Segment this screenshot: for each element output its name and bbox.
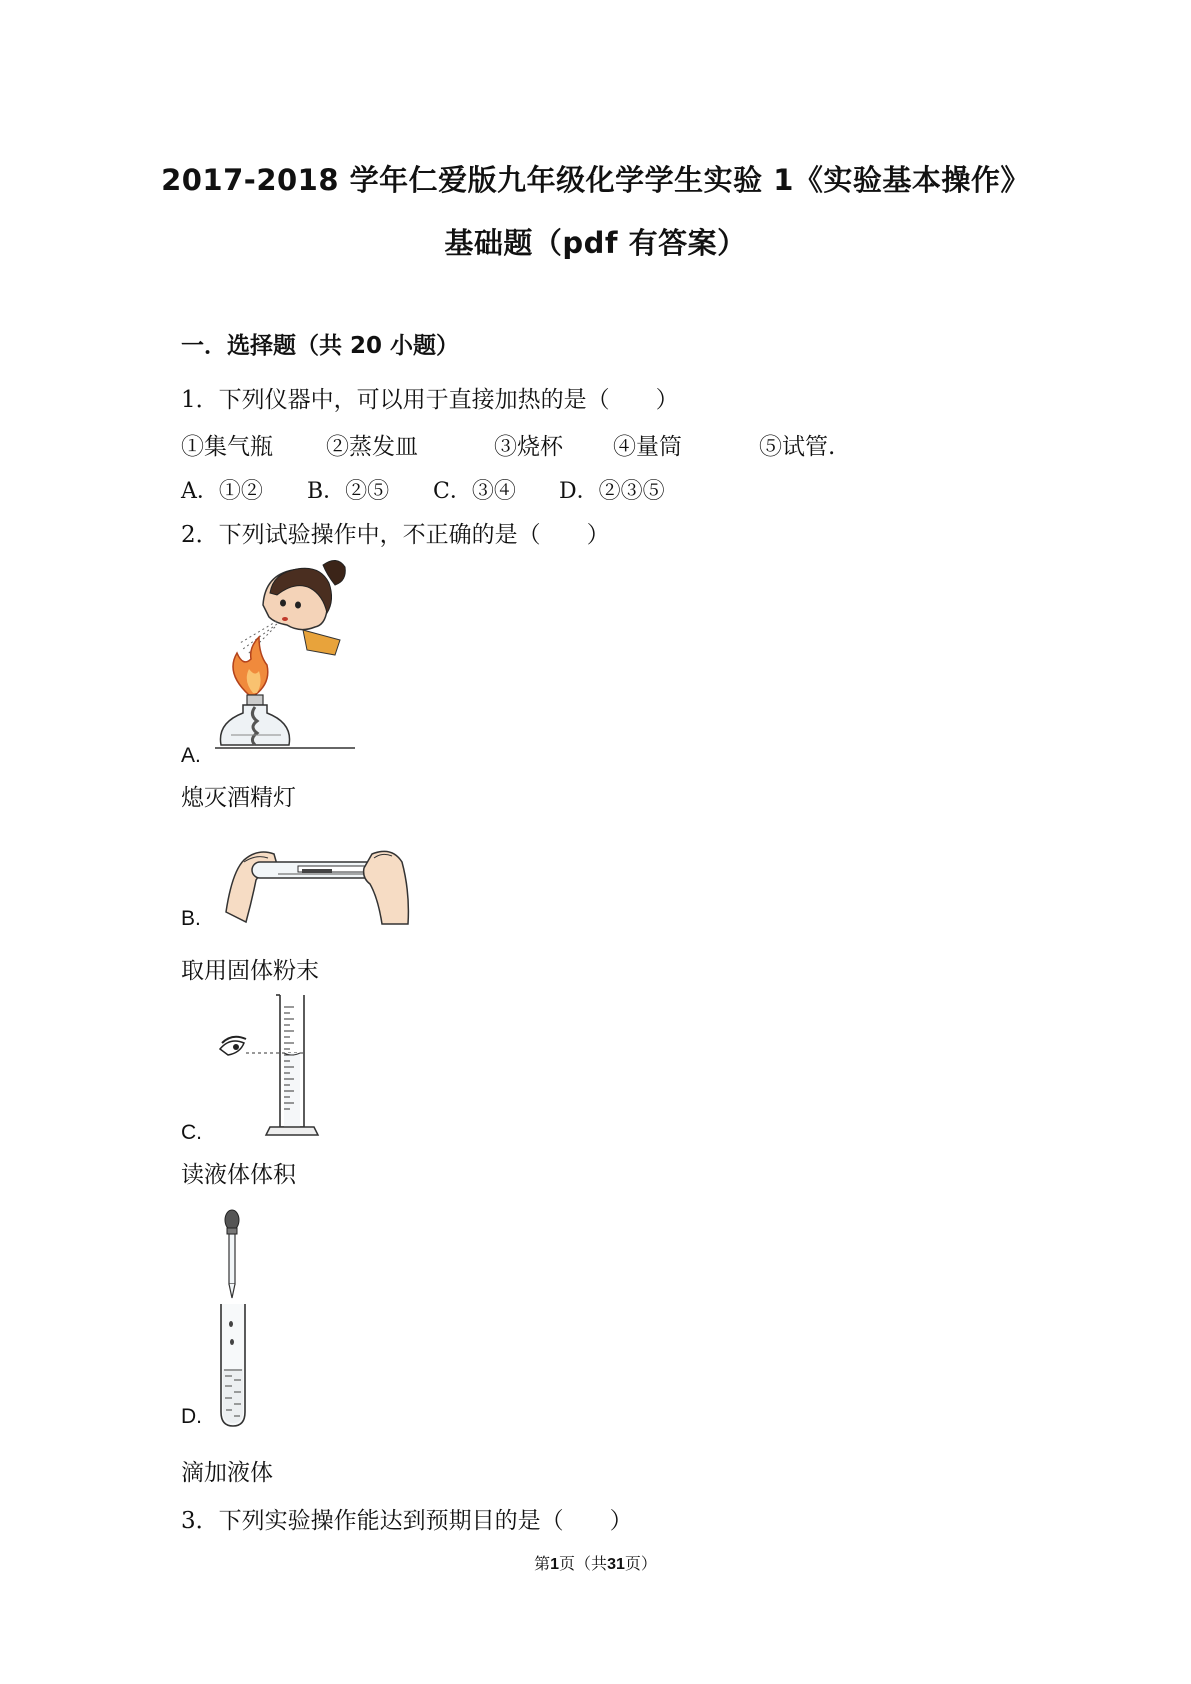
q1-choice-c: C．③④ [433,479,516,504]
q2-option-b-letter: B. [181,907,201,930]
question-3-stem: 3．下列实验操作能达到预期目的是（ ） [181,1508,633,1534]
q1-choice-a: A．①② [181,479,263,504]
q1-choice-b: B．②⑤ [307,479,390,504]
q1-item-1: ①集气瓶 [181,434,273,460]
footer-page-number: 1 [550,1556,560,1573]
alcohol-lamp-blowing-icon [215,555,355,765]
footer-suffix: 页） [624,1554,657,1573]
dropper-test-tube-icon [218,1204,258,1429]
q2-option-d-caption: 滴加液体 [181,1460,273,1486]
q1-item-2: ②蒸发皿 [326,434,418,460]
q2-option-c-caption: 读液体体积 [181,1162,296,1188]
q2-option-a-letter: A. [181,744,201,767]
graduated-cylinder-icon [218,993,328,1138]
footer-total-pages: 31 [607,1556,625,1573]
q2-option-b-caption: 取用固体粉末 [181,958,319,984]
q2-option-d-letter: D. [181,1405,202,1428]
test-tube-powder-icon [222,832,412,927]
q1-item-3: ③烧杯 [494,434,563,460]
q2-option-c-letter: C. [181,1121,202,1144]
section-heading: 一．选择题（共 20 小题） [181,333,460,359]
q2-option-a-caption: 熄灭酒精灯 [181,785,296,811]
document-title-line-1: 2017-2018 学年仁爱版九年级化学学生实验 1《实验基本操作》 [161,163,1030,197]
q1-choice-d: D．②③⑤ [559,479,665,504]
page-footer [0,1551,1191,1574]
document-title-line-2: 基础题（pdf 有答案） [444,226,747,260]
footer-middle: 页（共 [559,1554,608,1573]
question-1-stem: 1．下列仪器中，可以用于直接加热的是（ ） [181,387,679,413]
q1-item-5: ⑤试管. [759,434,836,460]
question-2-stem: 2．下列试验操作中，不正确的是（ ） [181,522,610,548]
footer-prefix: 第 [534,1554,551,1573]
q1-item-4: ④量筒 [613,434,682,460]
